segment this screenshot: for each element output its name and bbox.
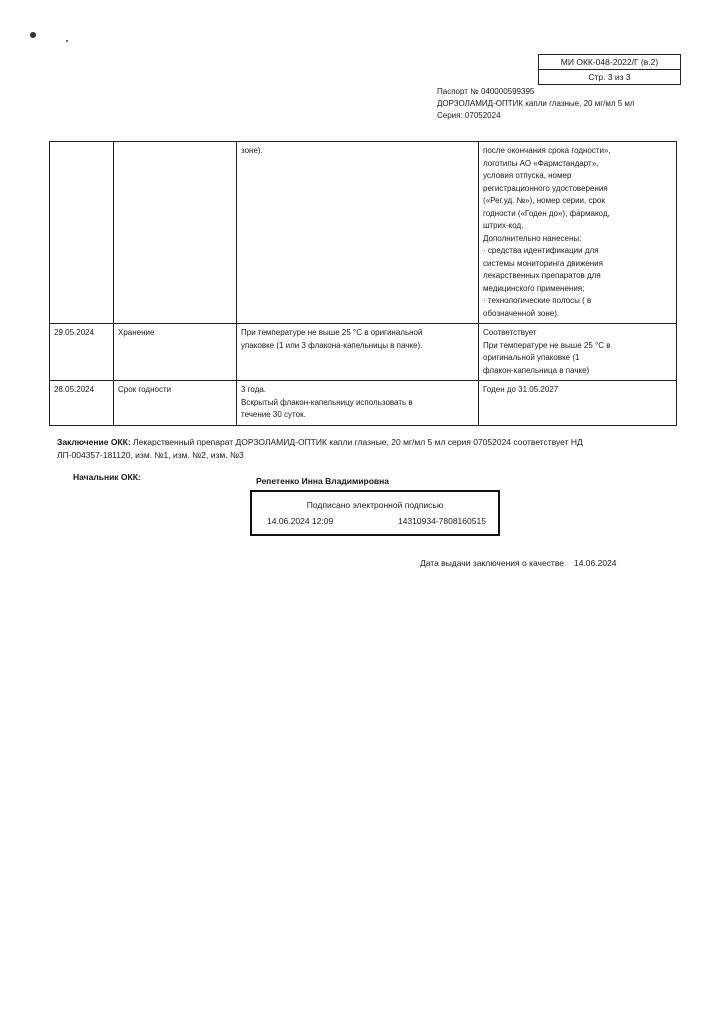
series-number: Серия: 07052024 [437,111,501,120]
product-name: ДОРЗОЛАМИД-ОПТИК капли глазные, 20 мг/мл 5 мл [437,99,635,108]
date-cell [50,142,114,324]
signature-title: Подписано электронной подписью [306,500,444,510]
conclusion [57,436,617,461]
parameter-cell [114,142,237,324]
scan-mark [66,40,68,42]
page-number: Стр. 3 из 3 [539,69,680,84]
table-row [50,324,677,381]
table-row [50,142,677,324]
issue-date-label: Дата выдачи заключения о качестве [420,558,564,568]
header-info [437,86,635,122]
scan-mark [30,32,36,38]
signature-date: 14.06.2024 12:09 [267,516,334,526]
requirement-cell: зоне). [237,142,479,324]
date-cell: 28.05.2024 [50,381,114,426]
result-cell: после окончания срока годности», логотипы АО «Фармстандарт», условия отпуска, номер регистрационного удостоверения («Рег.уд. №»), номер серии, срок годности («Годен до»), фармакод, штрих-код. Дополнительно нанесены: · средства идентификации для системы мониторинга движения лекарственных препаратов для медицинского применения; · технологические полосы ( в обозначенной зоне). [479,142,677,324]
date-cell: 29.05.2024 [50,324,114,381]
issue-date-line [420,558,617,568]
signature-stamp [250,490,500,536]
parameter-cell: Срок годности [114,381,237,426]
document-code-box [538,54,681,85]
head-label: Начальник ОКК: [73,472,141,482]
head-name: Репетенко Инна Владимировна [256,476,389,486]
passport-number: Паспорт № 040000599395 [437,87,535,96]
issue-date: 14.06.2024 [573,558,617,568]
conclusion-text: Лекарственный препарат ДОРЗОЛАМИД-ОПТИК капли глазные, 20 мг/мл 5 мл серия 07052024 соответствует НД ЛП-004357-181120, изм. №1, изм. №2, изм. №3 [57,437,583,460]
table-row [50,381,677,426]
result-cell: Соответствует При температуре не выше 25 °С в оригинальной упаковке (1 флакон-капельница в пачке) [479,324,677,381]
quality-table [49,141,677,426]
conclusion-label: Заключение ОКК: [57,437,131,447]
result-cell: Годен до 31.05.2027 [479,381,677,426]
parameter-cell: Хранение [114,324,237,381]
requirement-cell: 3 года. Вскрытый флакон-капельницу использовать в течение 30 суток. [237,381,479,426]
document-code: МИ ОКК-048-2022/Г (в.2) [560,57,659,67]
signature-id: 14310934-7808160515 [398,516,486,526]
requirement-cell: При температуре не выше 25 °С в оригинальной упаковке (1 или 3 флакона-капельницы в пачке). [237,324,479,381]
